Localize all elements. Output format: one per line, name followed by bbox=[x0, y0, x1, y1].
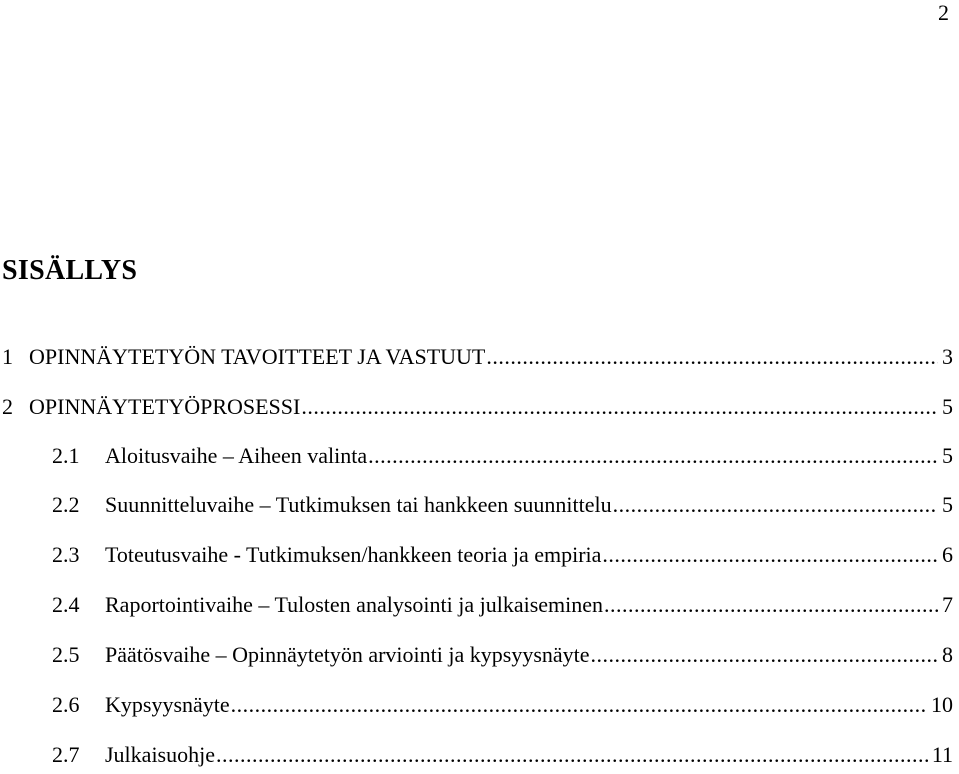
toc-entry-title: OPINNÄYTETYÖPROSESSI bbox=[29, 394, 301, 419]
toc-entry-page: 3 bbox=[942, 344, 953, 369]
toc-leader-dots bbox=[367, 441, 938, 471]
toc-leader-dots bbox=[590, 640, 938, 670]
toc-entry-number: 2.3 bbox=[52, 542, 80, 567]
toc-entry-page: 5 bbox=[942, 443, 953, 468]
toc-entry-number: 1 bbox=[2, 344, 13, 369]
toc-entry-title: Toteutusvaihe - Tutkimuksen/hankkeen teoria ja empiria bbox=[105, 542, 602, 567]
toc-entry-page: 6 bbox=[942, 542, 953, 567]
toc-entry-title: OPINNÄYTETYÖN TAVOITTEET JA VASTUUT bbox=[29, 344, 486, 369]
toc-entry-2[interactable] bbox=[2, 392, 953, 422]
toc-entry-2-3[interactable] bbox=[52, 540, 953, 570]
toc-entry-number: 2.7 bbox=[52, 742, 80, 767]
toc-entry-page: 7 bbox=[942, 592, 953, 617]
toc-entry-2-4[interactable] bbox=[52, 590, 953, 620]
toc-leader-dots bbox=[612, 490, 938, 520]
toc-entry-number: 2.2 bbox=[52, 492, 80, 517]
toc-entry-title: Julkaisuohje bbox=[105, 742, 215, 767]
toc-entry-number: 2.5 bbox=[52, 642, 80, 667]
toc-leader-dots bbox=[603, 590, 938, 620]
page-number: 2 bbox=[938, 0, 949, 25]
toc-entry-title: Raportointivaihe – Tulosten analysointi ja julkaiseminen bbox=[105, 592, 604, 617]
toc-entry-page: 5 bbox=[942, 394, 953, 419]
toc-entry-number: 2.1 bbox=[52, 443, 80, 468]
toc-entry-2-1[interactable] bbox=[52, 441, 953, 471]
toc-entry-2-5[interactable] bbox=[52, 640, 953, 670]
toc-entry-1[interactable] bbox=[2, 342, 953, 372]
toc-entry-2-6[interactable] bbox=[52, 690, 953, 720]
toc-leader-dots bbox=[230, 690, 927, 720]
toc-heading: SISÄLLYS bbox=[2, 255, 138, 286]
toc-leader-dots bbox=[485, 342, 938, 372]
toc-entry-number: 2 bbox=[2, 394, 13, 419]
toc-leader-dots bbox=[300, 392, 938, 422]
toc-entry-title: Aloitusvaihe – Aiheen valinta bbox=[105, 443, 368, 468]
toc-entry-page: 11 bbox=[931, 742, 953, 767]
toc-entry-page: 10 bbox=[931, 692, 953, 717]
toc-entry-page: 8 bbox=[942, 642, 953, 667]
toc-entry-title: Suunnitteluvaihe – Tutkimuksen tai hankkeen suunnittelu bbox=[105, 492, 612, 517]
toc-entry-2-2[interactable] bbox=[52, 490, 953, 520]
toc-entry-title: Päätösvaihe – Opinnäytetyön arviointi ja kypsyysnäyte bbox=[105, 642, 590, 667]
toc-leader-dots bbox=[601, 540, 938, 570]
toc-entry-title: Kypsyysnäyte bbox=[105, 692, 230, 717]
toc-entry-number: 2.6 bbox=[52, 692, 80, 717]
toc-entry-number: 2.4 bbox=[52, 592, 80, 617]
toc-entry-page: 5 bbox=[942, 492, 953, 517]
toc-leader-dots bbox=[215, 740, 928, 770]
toc-entry-2-7[interactable] bbox=[52, 740, 953, 770]
